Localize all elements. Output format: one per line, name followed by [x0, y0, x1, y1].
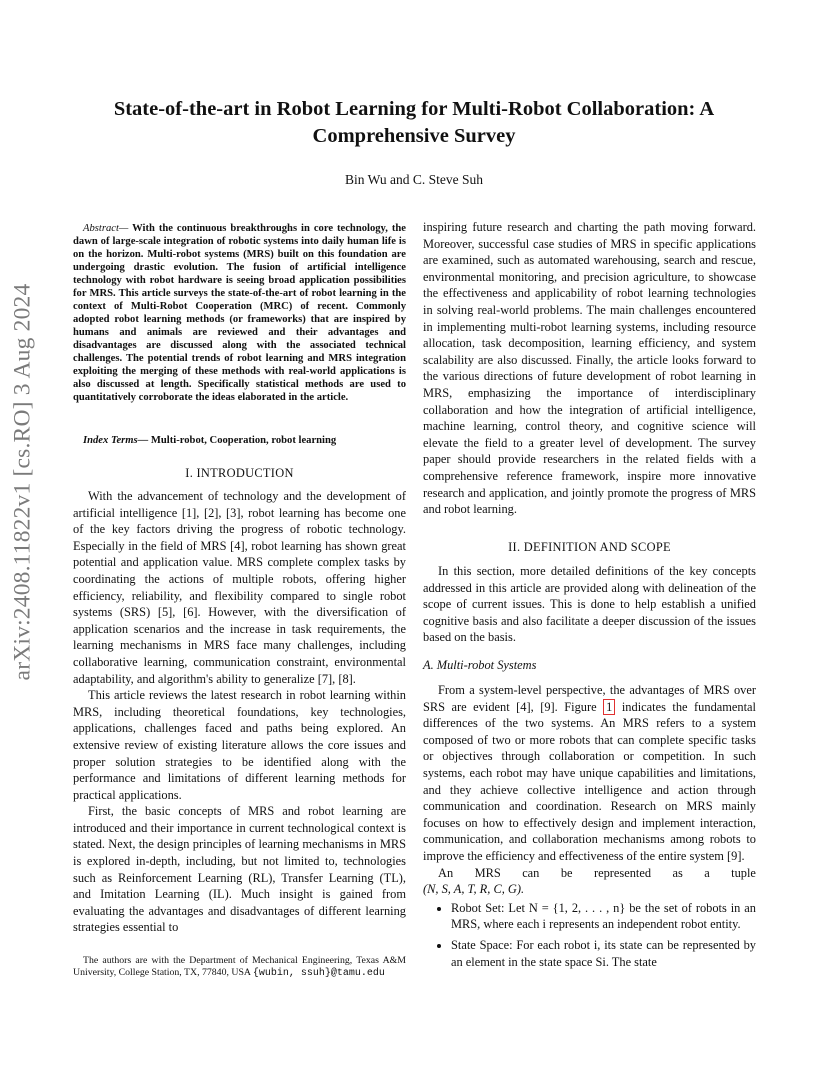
index-terms: Index Terms— Multi-robot, Cooperation, robot learning	[83, 435, 337, 446]
definition-paragraph: In this section, more detailed definitions of the key concepts addressed in this article are provided along with delineation of the scope of current issues. This is done to help establish a unified cognitive basis and also facilitate a deeper discussion of the issues based on the basis.	[423, 564, 756, 645]
arxiv-stamp	[6, 283, 40, 681]
tuple-line: An MRS can be represented as a tuple	[438, 865, 756, 880]
section-1-heading: I. INTRODUCTION	[185, 466, 294, 480]
intro-continuation	[423, 219, 756, 518]
abstract-text: With the continuous breakthroughs in core technology, the dawn of large-scale integration of robotic systems into daily human life is on the horizon. Multi-robot systems (MRS) built on this foundation are undergoing drastic evolution. The fusion of artificial intelligence technology with robot hardware is seeing broad application possibilities for MRS. This article surveys the state-of-the-art of robot learning in the context of Multi-Robot Cooperation (MRC) of recent. Commonly adopted robot learning methods (or frameworks) that are inspired by humans and animals are reviewed and their advantages and disadvantages are discussed along with the associated technical challenges. The potential trends of robot learning and MRS integration exploiting the merging of these methods with real-world applications is also discussed at length. Specifically statistical methods are used to quantitatively corroborate the ideas elaborated in the article.	[73, 223, 406, 403]
definition-list	[423, 900, 756, 970]
paper-title: State-of-the-art in Robot Learning for Multi-Robot Collaboration: A Comprehensive Survey	[113, 98, 715, 147]
footnote	[73, 955, 406, 981]
mrs-paragraph: From a system-level perspective, the advantages of MRS over SRS are evident [4], [9]. Figure 1 indicates the fundamental differences of the two systems. An MRS refers to a system composed of two or more robots that can complete specific tasks or objectives through collaboration or competition. In such systems, each robot may have unique capabilities and limitations, and they achieve collective intelligence and action through communication and coordination. Research on MRS mainly focuses on how to effectively design and implement interaction, communication, and collaboration mechanisms among robots to improve the efficiency and effectiveness of the entire system [9].	[423, 683, 756, 863]
subsection-a-heading: A. Multi-robot Systems	[423, 658, 537, 672]
index-terms-text: Multi-robot, Cooperation, robot learning	[150, 435, 337, 446]
section-2-body	[423, 563, 756, 646]
section-1-body	[73, 488, 406, 936]
tuple-expression: (N, S, A, T, R, C, G).	[423, 882, 525, 897]
abstract: Abstract— With the continuous breakthroughs in core technology, the dawn of large-scale integration of robotic systems into daily human life is on the horizon. Multi-robot systems (MRS) built on this foundation are undergoing drastic evolution. The fusion of artificial intelligence technology with robot hardware is seeing broad application possibilities for MRS. This article surveys the state-of-the-art of robot learning in the context of Multi-Robot Cooperation (MRC) of recent. Commonly adopted robot learning methods (or frameworks) that are inspired by humans and animals are reviewed and their advantages and disadvantages are discussed along with the associated technical challenges. The potential trends of robot learning and MRS integration exploiting the merging of these methods with real-world applications is also discussed at length. Specifically statistical methods are used to quantitatively corroborate the ideas elaborated in the article.	[73, 223, 406, 403]
bullet-state-space: • State Space: For each robot i, its state can be represented by an element in the state space Si. The state	[451, 937, 756, 970]
index-terms-label: Index Terms	[83, 435, 138, 446]
section-2-heading: II. DEFINITION AND SCOPE	[508, 540, 671, 554]
arxiv-stamp-text: arXiv:2408.11822v1 [cs.RO] 3 Aug 2024	[9, 283, 36, 681]
abstract-label: Abstract	[83, 223, 119, 234]
bullet-robot-set: • Robot Set: Let N = {1, 2, . . . , n} be the set of robots in an MRS, where each i represents an independent robot entity.	[451, 900, 756, 933]
paper-authors: Bin Wu and C. Steve Suh	[345, 172, 483, 187]
intro-paragraph-2: This article reviews the latest research in robot learning within MRS, including theoretical foundations, key technologies, applications, challenges faced and paths being explored. An extensive review of existing literature allows the core issues and proper solution strategies to be identified along with the performance and limitations of different learning methods for practical applications.	[73, 688, 406, 802]
intro-paragraph-1: With the advancement of technology and the development of artificial intelligence [1], [2], [3], robot learning has become one of the key factors driving the progress of robotic technology. Especially in the field of MRS [4], robot learning has shown great potential and application value. MRS complete complex tasks by coordinating the actions of multiple robots, offering higher efficiency, reliability, and flexibility compared to single robot systems (SRS) [5], [6]. However, with the diversification of application scenarios and the increase in task requirements, the learning mechanisms in MRS face many challenges, including collaborative learning, communication constraint, environmental adaptability, and algorithm's ability to generalize [7], [8].	[73, 489, 406, 686]
footnote-email: {wubin, ssuh}@tamu.edu	[252, 968, 385, 980]
intro-continuation-text: inspiring future research and charting the path moving forward. Moreover, successful case studies of MRS in specific applications are examined, such as automated warehousing, search and rescue, environmental monitoring, and precision agriculture, to showcase the effectiveness and applicability of robot learning technologies in solving real-world problems. The main challenges encountered in implementing multi-robot learning systems, including resource allocation, task decomposition, learning efficiency, and system scalability are also discussed. Finally, the article looks forward to the various directions of future development of robot learning in MRS, emphasizing the importance of interdisciplinary collaboration and how the integration of artificial intelligence, machine learning, control theory, and cognitive science will elevate the field to a greater level of development. The survey paper should provide researchers in the related fields with a comprehensive reference framework, inspire more innovative research and application, and jointly promote the progress of MRS and robot learning.	[423, 220, 756, 517]
subsection-a-body	[423, 682, 756, 974]
figure-1-link[interactable]: 1	[603, 699, 615, 715]
footnote-text: The authors are with the Department of Mechanical Engineering, Texas A&M University, College Station, TX, 77840, USA	[73, 955, 406, 979]
intro-paragraph-3: First, the basic concepts of MRS and robot learning are introduced and their importance in current technological context is stated. Next, the design principles of learning mechanisms in MRS is explored in-depth, including, but not limited to, technologies such as Reinforcement Learning (RL), Transfer Learning (TL), and Imitation Learning (IL). Much insight is gained from evaluating the advantages and disadvantages of different learning strategies essential to	[73, 804, 406, 935]
